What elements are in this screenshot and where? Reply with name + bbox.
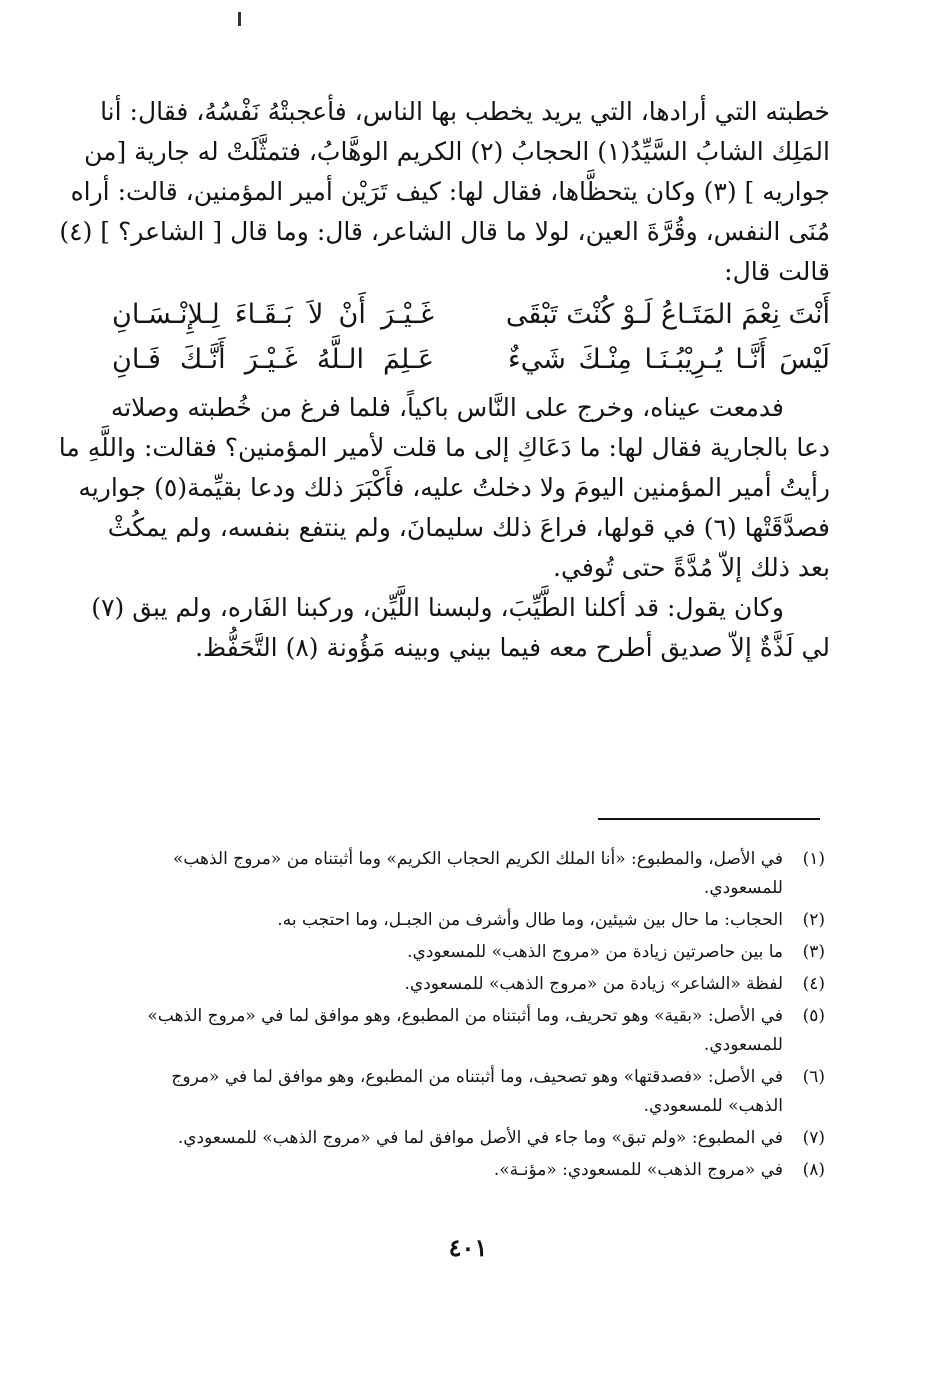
scan-mark <box>238 12 241 26</box>
footnote-text: في «مروج الذهب» للمسعودي: «مؤنـة». <box>493 1160 783 1180</box>
text-line: قالت قال: <box>724 257 830 286</box>
footnote-number: (١) <box>802 849 825 869</box>
footnote <box>112 1063 825 1121</box>
footnote-text: ما بين حاصرتين زيادة من «مروج الذهب» للمسعودي. <box>407 942 783 962</box>
footnote-number: (٥) <box>802 1006 825 1026</box>
footnote-text: الحجاب: ما حال بين شيئين، وما طال وأشرف من الجبـل، وما احتجب به. <box>277 910 783 930</box>
footnote-number: (٢) <box>802 910 825 930</box>
text-line: وكان يقول: قد أكلنا الطَّيِّبَ، ولبسنا اللَّيِّن، وركبنا الفَاره، ولم يبق (٧) <box>91 593 784 622</box>
text-line: جواريه ] (٣) وكان يتحظَّاها، فقال لها: كيف تَرَيْن أمير المؤمنين، قالت: أراه <box>70 177 830 206</box>
footnote-number: (٧) <box>802 1128 825 1148</box>
footnote <box>112 1002 825 1060</box>
footnote <box>112 845 825 903</box>
footnote <box>112 906 825 935</box>
footnote-text: لفظة «الشاعر» زيادة من «مروج الذهب» للمسعودي. <box>404 974 783 994</box>
footnote-number: (٨) <box>802 1160 825 1180</box>
verse-first-hemistich: أَنْتَ نِعْمَ المَتَـاعُ لَـوْ كُنْتَ تَبْقَى <box>505 299 830 330</box>
text-line: فدمعت عيناه، وخرج على النَّاس باكياً، فلما فرغ من خُطبته وصلاته <box>110 393 784 422</box>
footnote <box>112 938 825 967</box>
text-line: دعا بالجارية فقال لها: ما دَعَاكِ إلى ما قلت لأمير المؤمنين؟ فقالت: واللَّهِ ما <box>58 433 830 462</box>
text-line: رأيتُ أمير المؤمنين اليومَ ولا دخلتُ عليه، فأَكْبَرَ ذلك ودعا بقيِّمة(٥) جواريه <box>78 473 830 502</box>
footnote-number: (٤) <box>802 974 825 994</box>
footnote <box>112 970 825 999</box>
text-line: فصدَّقَتْها (٦) في قولها، فراعَ ذلك سليمانَ، ولم ينتفع بنفسه، ولم يمكُثْ <box>107 513 830 542</box>
footnote-text: في الأصل: «بقية» وهو تحريف، وما أثبتناه من المطبوع، وهو موافق لما في «مروج الذهب» للمسعودي. <box>147 1006 783 1055</box>
footnote <box>112 1124 825 1153</box>
poem-verse <box>112 337 830 382</box>
poem-verse <box>112 292 830 337</box>
footnote-separator <box>598 818 820 820</box>
verse-second-hemistich: عَـلِمَ الـلَّهُ غَـيْـرَ أَنَّـكَ فَـانِ <box>112 344 434 375</box>
text-line: بعد ذلك إلاّ مُدَّةً حتى تُوفي. <box>553 553 830 582</box>
footnote-number: (٦) <box>802 1067 825 1087</box>
verse-second-hemistich: غَـيْـرَ أَنْ لاَ بَـقَـاءَ لِـلإِنْـسَـانِ <box>112 299 434 330</box>
footnote-text: في الأصل: «فصدقتها» وهو تصحيف، وما أثبتناه من المطبوع، وهو موافق لما في «مروج الذهب» للمسعودي. <box>171 1067 783 1116</box>
footnotes <box>112 845 825 1188</box>
text-line: لي لَذَّةٌ إلاّ صديق أطرح معه فيما بيني وبينه مَؤُونة (٨) التَّحَفُّظ. <box>195 633 830 662</box>
footnote <box>112 1156 825 1185</box>
main-text <box>58 92 830 668</box>
text-line: مُنَى النفس، وقُرَّةَ العين، لولا ما قال الشاعر، قال: وما قال [ الشاعر؟ ] (٤) <box>59 217 830 246</box>
footnote-text: في المطبوع: «ولم تبق» وما جاء في الأصل موافق لما في «مروج الذهب» للمسعودي. <box>177 1128 783 1148</box>
verse-first-hemistich: لَيْسَ أَنَّـا يُـرِيْبُـنَـا مِنْـكَ شَيءٌ <box>508 344 830 375</box>
footnote-number: (٣) <box>802 942 825 962</box>
text-line: المَلِك الشابُ السَّيِّدُ(١) الحجابُ (٢) الكريم الوهَّابُ، فتمثَّلَتْ له جارية [من <box>84 137 830 166</box>
footnote-text: في الأصل، والمطبوع: «أنا الملك الكريم الحجاب الكريم» وما أثبتناه من «مروج الذهب» للمسعودي. <box>172 849 783 898</box>
page-number: ٤٠١ <box>448 1233 488 1262</box>
text-line: خطبته التي أرادها، التي يريد يخطب بها الناس، فأعجبتْهُ نَفْسُهُ، فقال: أنا <box>100 97 830 126</box>
